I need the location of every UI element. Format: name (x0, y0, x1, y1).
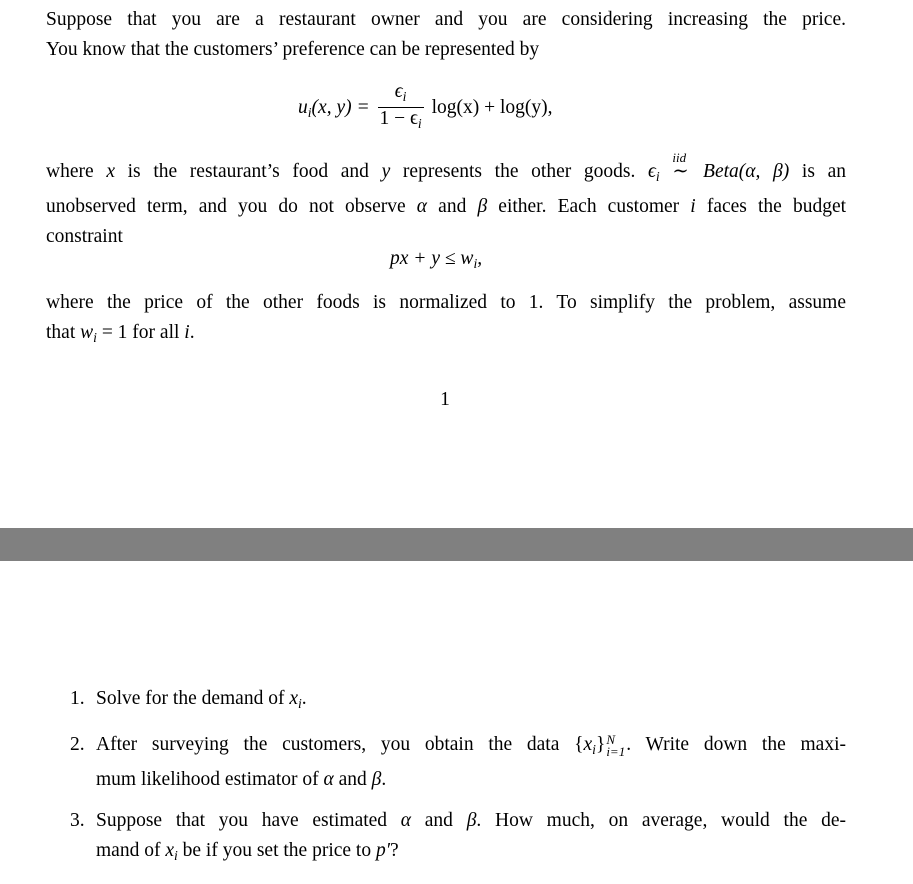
item-line-1 (96, 806, 846, 836)
where-line-3: constraint (46, 226, 123, 247)
utility-equation (298, 82, 553, 135)
budget-subscript: i (473, 256, 478, 271)
price-symbol: p′ (375, 840, 390, 861)
item-text: mand of (96, 840, 166, 861)
item-body (96, 730, 846, 795)
utility-subscript: i (307, 104, 312, 120)
item-number: 2. (70, 734, 85, 755)
and-word: and (333, 769, 372, 790)
norm-line-1: where the price of the other foods is normalized to 1. To simplify the problem, assume (46, 292, 846, 313)
item-text: After surveying the customers, you obtain the data { (96, 734, 584, 755)
alpha-symbol: α (416, 196, 428, 217)
close-brace: } (595, 734, 606, 755)
alpha-symbol: α (400, 810, 412, 831)
budget-constraint (390, 248, 482, 272)
var-i: i (690, 196, 696, 217)
epsilon-subscript: i (655, 169, 660, 184)
item-text: ? (390, 840, 399, 861)
where-line-2 (46, 192, 846, 222)
var-y: y (381, 161, 391, 182)
utility-symbol: u (298, 96, 308, 118)
x-subscript: i (173, 848, 178, 863)
where-text: represents the other goods. (390, 161, 649, 182)
where-paragraph (46, 150, 847, 252)
item-number: 3. (70, 810, 85, 831)
item-text: . Write down the maxi- (626, 734, 846, 755)
item-line-2 (96, 836, 846, 871)
item-text: . (301, 688, 307, 709)
utility-fraction (378, 82, 424, 135)
item-text: Solve for the demand of (96, 688, 290, 709)
page-gap-divider (0, 528, 913, 561)
utility-arguments: (x, y) = (311, 96, 370, 118)
w-subscript: i (93, 330, 97, 345)
tilde-symbol: ∼ (672, 161, 689, 182)
where-line-1 (46, 150, 847, 192)
iid-tilde (672, 150, 690, 187)
norm-text: that (46, 322, 81, 343)
item-body (96, 806, 846, 871)
var-x: x (106, 161, 115, 182)
norm-text: . (189, 322, 195, 343)
where-text: either. Each customer (487, 196, 691, 217)
beta-symbol: β (477, 196, 488, 217)
beta-symbol: β (466, 810, 477, 831)
var-x: x (289, 688, 298, 709)
page-number: 1 (440, 389, 450, 410)
beta-distribution: Beta(α, β) (703, 161, 790, 182)
item-line-2 (96, 765, 846, 795)
norm-line-2 (46, 318, 846, 353)
where-text: unobserved term, and you do not observe (46, 196, 417, 217)
item-text: . How much, on average, would the de- (476, 810, 847, 831)
item-text: . (381, 769, 387, 790)
where-text: where (46, 161, 107, 182)
item-number: 1. (70, 688, 85, 709)
where-text: is the restaurant’s food and (114, 161, 382, 182)
where-text: faces the budget (695, 196, 847, 217)
var-w: w (80, 322, 94, 343)
utility-rhs: log(x) + log(y), (431, 96, 553, 118)
fraction-denominator: 1 − ϵ (379, 108, 418, 129)
alpha-symbol: α (323, 769, 334, 790)
item-text: be if you set the price to (177, 840, 376, 861)
normalization-paragraph (46, 288, 846, 353)
item-text: Suppose that you have estimated (96, 810, 401, 831)
budget-comma: , (477, 248, 483, 269)
and-word: and (427, 196, 478, 217)
set-subscript: i=1 (606, 743, 626, 759)
x-subscript: i (592, 742, 596, 757)
budget-lhs: px + y ≤ w (390, 248, 474, 269)
fraction-numerator-subscript: i (402, 89, 407, 104)
where-text: is an (789, 161, 847, 182)
var-x: x (583, 734, 593, 755)
intro-paragraph (46, 5, 846, 65)
item-body (96, 684, 846, 719)
and-word: and (411, 810, 467, 831)
fraction-numerator: ϵ (394, 81, 403, 102)
item-line-1 (96, 730, 846, 765)
intro-line-2: You know that the customers’ preference can be represented by (46, 39, 540, 60)
fraction-denominator-subscript: i (417, 116, 422, 131)
x-subscript: i (297, 696, 302, 711)
epsilon-symbol: ϵ (648, 161, 656, 182)
item-text: mum likelihood estimator of (96, 769, 324, 790)
page-2 (0, 561, 913, 884)
norm-text: = 1 for all (96, 322, 185, 343)
var-i: i (184, 322, 190, 343)
beta-symbol: β (371, 769, 382, 790)
set-superscript: N (606, 731, 615, 747)
iid-label: iid (672, 150, 687, 165)
intro-line-1: Suppose that you are a restaurant owner and you are considering increasing the price. (46, 9, 846, 30)
var-x: x (165, 840, 174, 861)
